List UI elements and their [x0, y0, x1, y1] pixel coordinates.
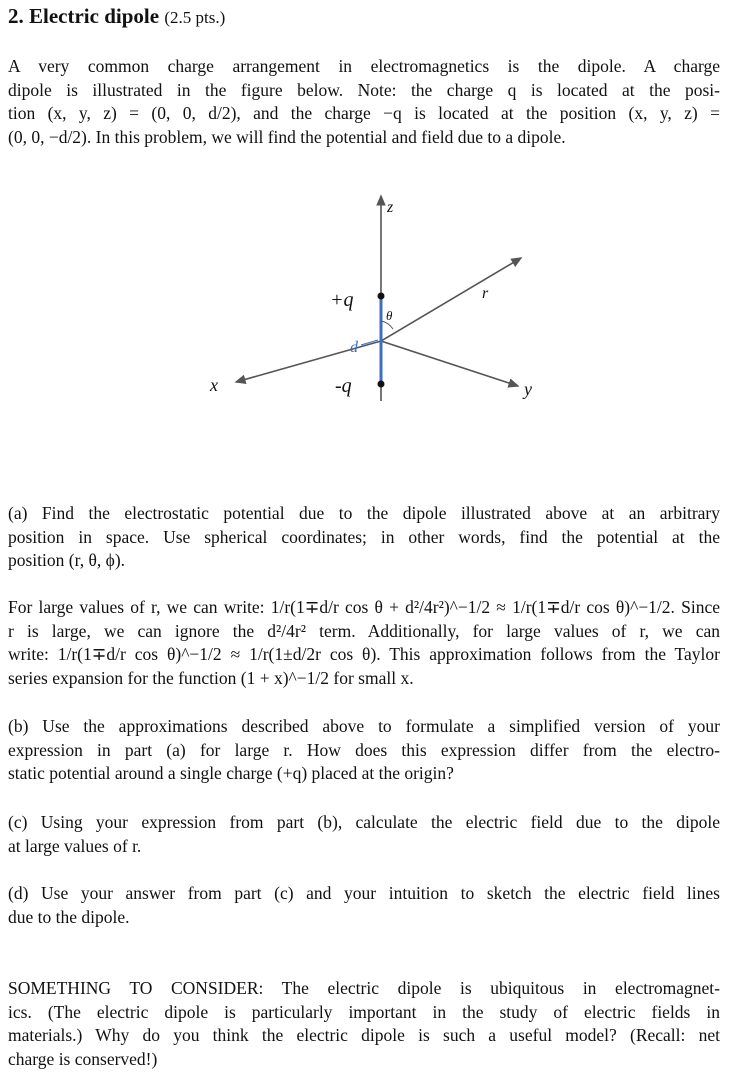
negative-charge — [378, 381, 385, 388]
part-a-line: position in space. Use spherical coordinates; in other words, find the potential at the — [8, 526, 720, 547]
problem-heading — [8, 4, 225, 29]
approximation-line: series expansion for the function (1 + x)^−1/2 for small x. — [8, 667, 414, 688]
problem-points: (2.5 pts.) — [164, 8, 226, 27]
intro-line: dipole is illustrated in the figure below. Note: the charge q is located at the posi- — [8, 79, 720, 100]
approximation-line: write: 1/r(1∓d/r cos θ)^−1/2 ≈ 1/r(1±d/2r cos θ). This approximation follows from the Taylor — [8, 644, 720, 664]
consider-line: SOMETHING TO CONSIDER: The electric dipole is ubiquitous in electromagnet- — [8, 978, 720, 998]
r-label: r — [482, 285, 489, 302]
intro-paragraph — [8, 55, 720, 149]
r-vector — [381, 258, 521, 341]
part-a-line: (a) Find the electrostatic potential due to the dipole illustrated above at an arbitrary — [8, 503, 720, 523]
x-axis — [236, 341, 381, 382]
approximation-paragraph — [8, 596, 720, 690]
part-b-line: expression in part (a) for large r. How does this expression differ from the electro- — [8, 739, 720, 760]
part-c-paragraph — [8, 811, 720, 858]
part-b-paragraph — [8, 715, 720, 786]
consider-line: ics. (The electric dipole is particularly important in the study of electric fields in — [8, 1001, 720, 1022]
theta-label: θ — [386, 308, 393, 323]
part-d-line: due to the dipole. — [8, 906, 130, 927]
dipole-figure — [188, 186, 568, 416]
z-axis-label: z — [387, 199, 394, 216]
part-b-line: static potential around a single charge (+q) placed at the origin? — [8, 763, 454, 783]
positive-charge — [378, 293, 385, 300]
negative-charge-label: -q — [335, 375, 352, 397]
part-c-line: at large values of r. — [8, 835, 142, 856]
x-axis-label: x — [210, 375, 218, 395]
approximation-line: For large values of r, we can write: 1/r(1∓d/r cos θ + d²/4r²)^−1/2 ≈ 1/r(1∓d/r cos θ)^−1/2. Since — [8, 597, 720, 617]
problem-title: 2. Electric dipole — [8, 4, 160, 28]
part-b-line: (b) Use the approximations described above to formulate a simplified version of your — [8, 716, 720, 736]
intro-line: (0, 0, −d/2). In this problem, we will find the potential and field due to a dipole. — [8, 126, 566, 147]
consider-line: charge is conserved!) — [8, 1048, 158, 1069]
part-a-line: position (r, θ, ϕ). — [8, 550, 126, 570]
positive-charge-label: +q — [330, 289, 354, 311]
consider-paragraph — [8, 977, 720, 1071]
part-d-paragraph — [8, 882, 720, 929]
intro-line: A very common charge arrangement in electromagnetics is the dipole. A charge — [8, 56, 720, 76]
y-axis — [381, 341, 518, 386]
approximation-line: r is large, we can ignore the d²/4r² term. Additionally, for large values of r, we can — [8, 620, 720, 641]
d-label: d — [350, 339, 358, 356]
part-d-line: (d) Use your answer from part (c) and your intuition to sketch the electric field lines — [8, 883, 720, 903]
y-axis-label: y — [524, 379, 532, 399]
part-c-line: (c) Using your expression from part (b), calculate the electric field due to the dipole — [8, 812, 720, 832]
part-a-paragraph — [8, 502, 720, 573]
consider-line: materials.) Why do you think the electric dipole is such a useful model? (Recall: net — [8, 1025, 720, 1045]
intro-line: tion (x, y, z) = (0, 0, d/2), and the charge −q is located at the position (x, y, z) = — [8, 103, 720, 123]
